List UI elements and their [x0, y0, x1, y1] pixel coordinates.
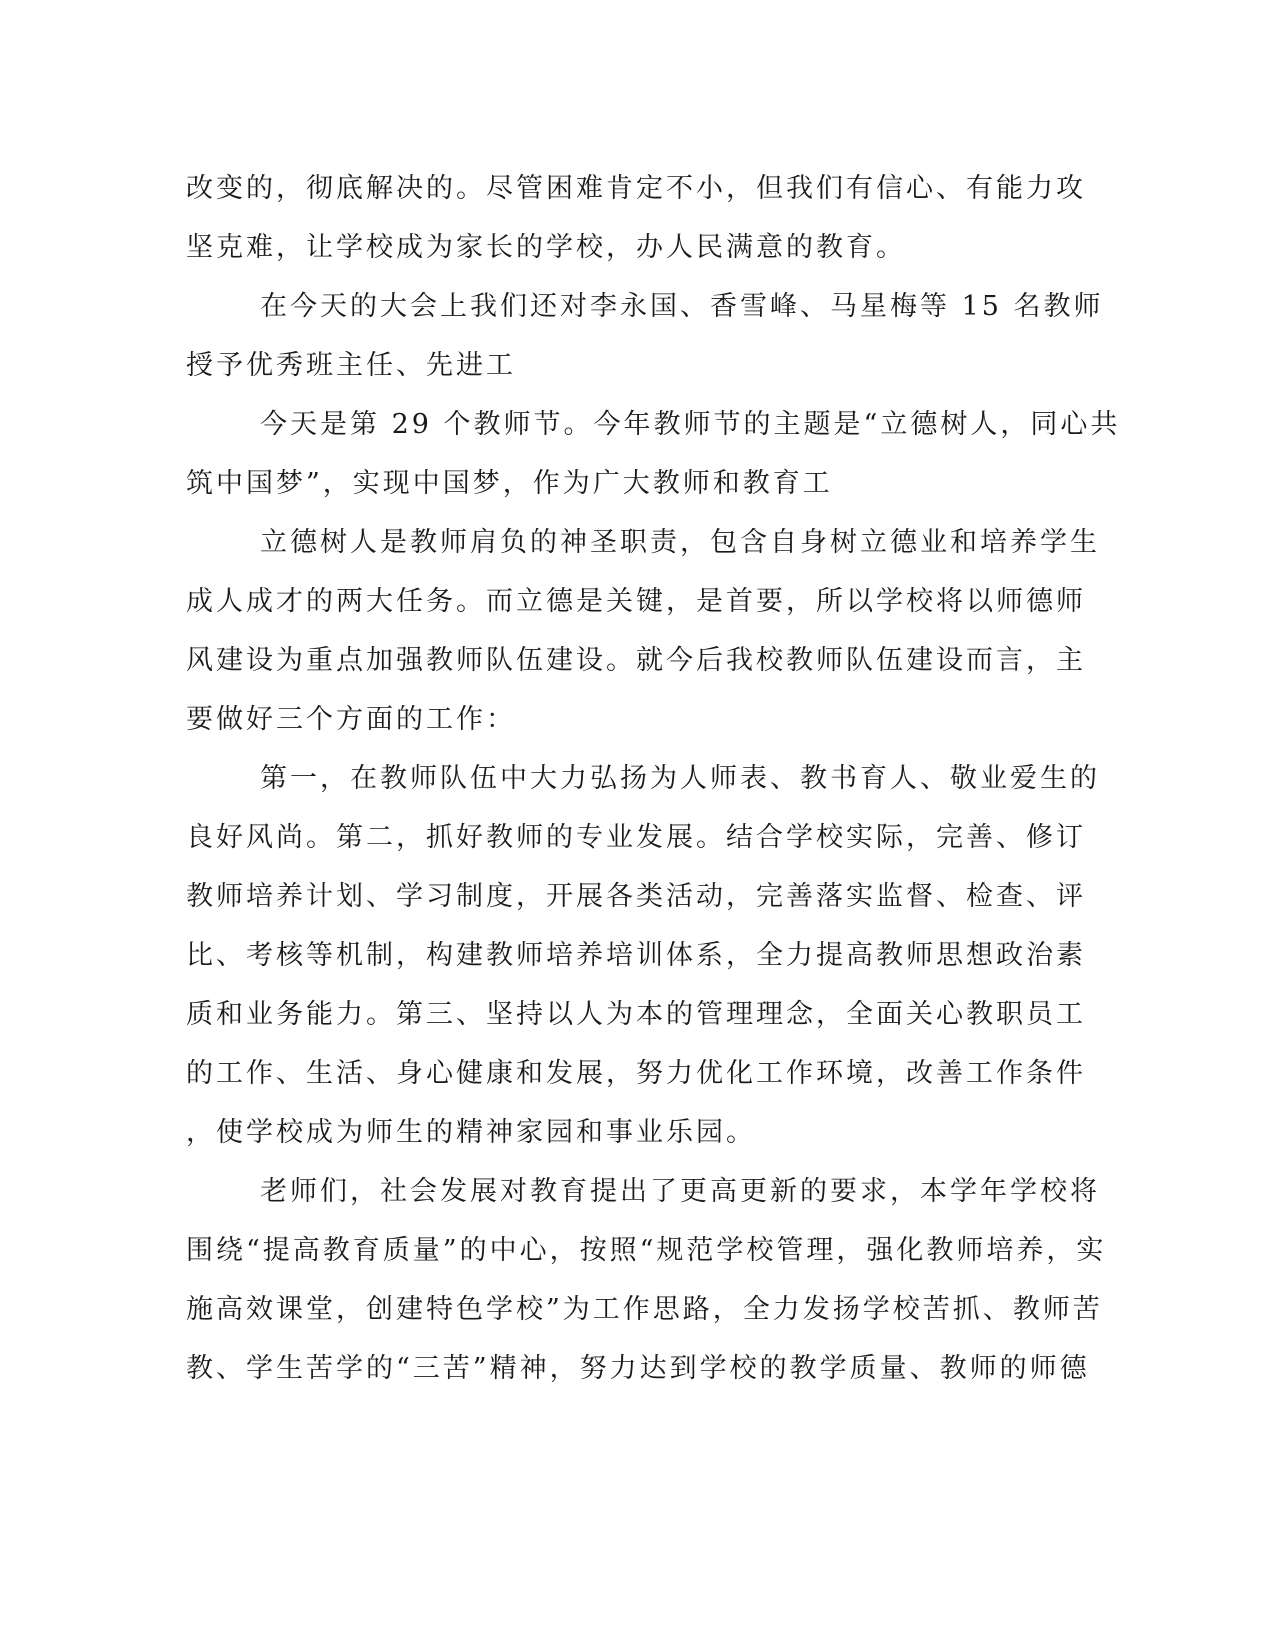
text-line: 施高效课堂，创建特色学校”为工作思路，全力发扬学校苦抓、教师苦 — [186, 1294, 1103, 1325]
text-line: 风建设为重点加强教师队伍建设。就今后我校教师队伍建设而言，主 — [186, 645, 1086, 676]
paragraph-first-line: 第一，在教师队伍中大力弘扬为人师表、教书育人、敬业爱生的 — [260, 763, 1100, 794]
paragraph-first-line: 立德树人是教师肩负的神圣职责，包含自身树立德业和培养学生 — [260, 527, 1100, 558]
paragraph-first-line: 今天是第 29 个教师节。今年教师节的主题是“立德树人，同心共 — [260, 409, 1121, 440]
text-line: 教、学生苦学的“三苦”精神，努力达到学校的教学质量、教师的师德 — [186, 1353, 1090, 1384]
text-line: 教师培养计划、学习制度，开展各类活动，完善落实监督、检查、评 — [186, 881, 1086, 912]
paragraph-first-line: 在今天的大会上我们还对李永国、香雪峰、马星梅等 15 名教师 — [260, 291, 1104, 322]
text-line: 比、考核等机制，构建教师培养培训体系，全力提高教师思想政治素 — [186, 940, 1086, 971]
text-line: 良好风尚。第二，抓好教师的专业发展。结合学校实际，完善、修订 — [186, 822, 1086, 853]
text-line: 的工作、生活、身心健康和发展，努力优化工作环境，改善工作条件 — [186, 1058, 1086, 1089]
document-body — [186, 159, 1121, 1398]
text-line: 坚克难，让学校成为家长的学校，办人民满意的教育。 — [186, 232, 906, 263]
text-line: 改变的，彻底解决的。尽管困难肯定不小，但我们有信心、有能力攻 — [186, 173, 1086, 204]
text-line: 筑中国梦”，实现中国梦，作为广大教师和教育工 — [186, 468, 833, 499]
text-line: 要做好三个方面的工作： — [186, 704, 516, 735]
text-line: ，使学校成为师生的精神家园和事业乐园。 — [186, 1117, 756, 1148]
text-line: 成人成才的两大任务。而立德是关键，是首要，所以学校将以师德师 — [186, 586, 1086, 617]
text-line: 授予优秀班主任、先进工 — [186, 350, 516, 381]
text-line: 质和业务能力。第三、坚持以人为本的管理理念，全面关心教职员工 — [186, 999, 1086, 1030]
text-line: 围绕“提高教育质量”的中心，按照“规范学校管理，强化教师培养，实 — [186, 1235, 1107, 1266]
paragraph-first-line: 老师们，社会发展对教育提出了更高更新的要求，本学年学校将 — [260, 1176, 1100, 1207]
